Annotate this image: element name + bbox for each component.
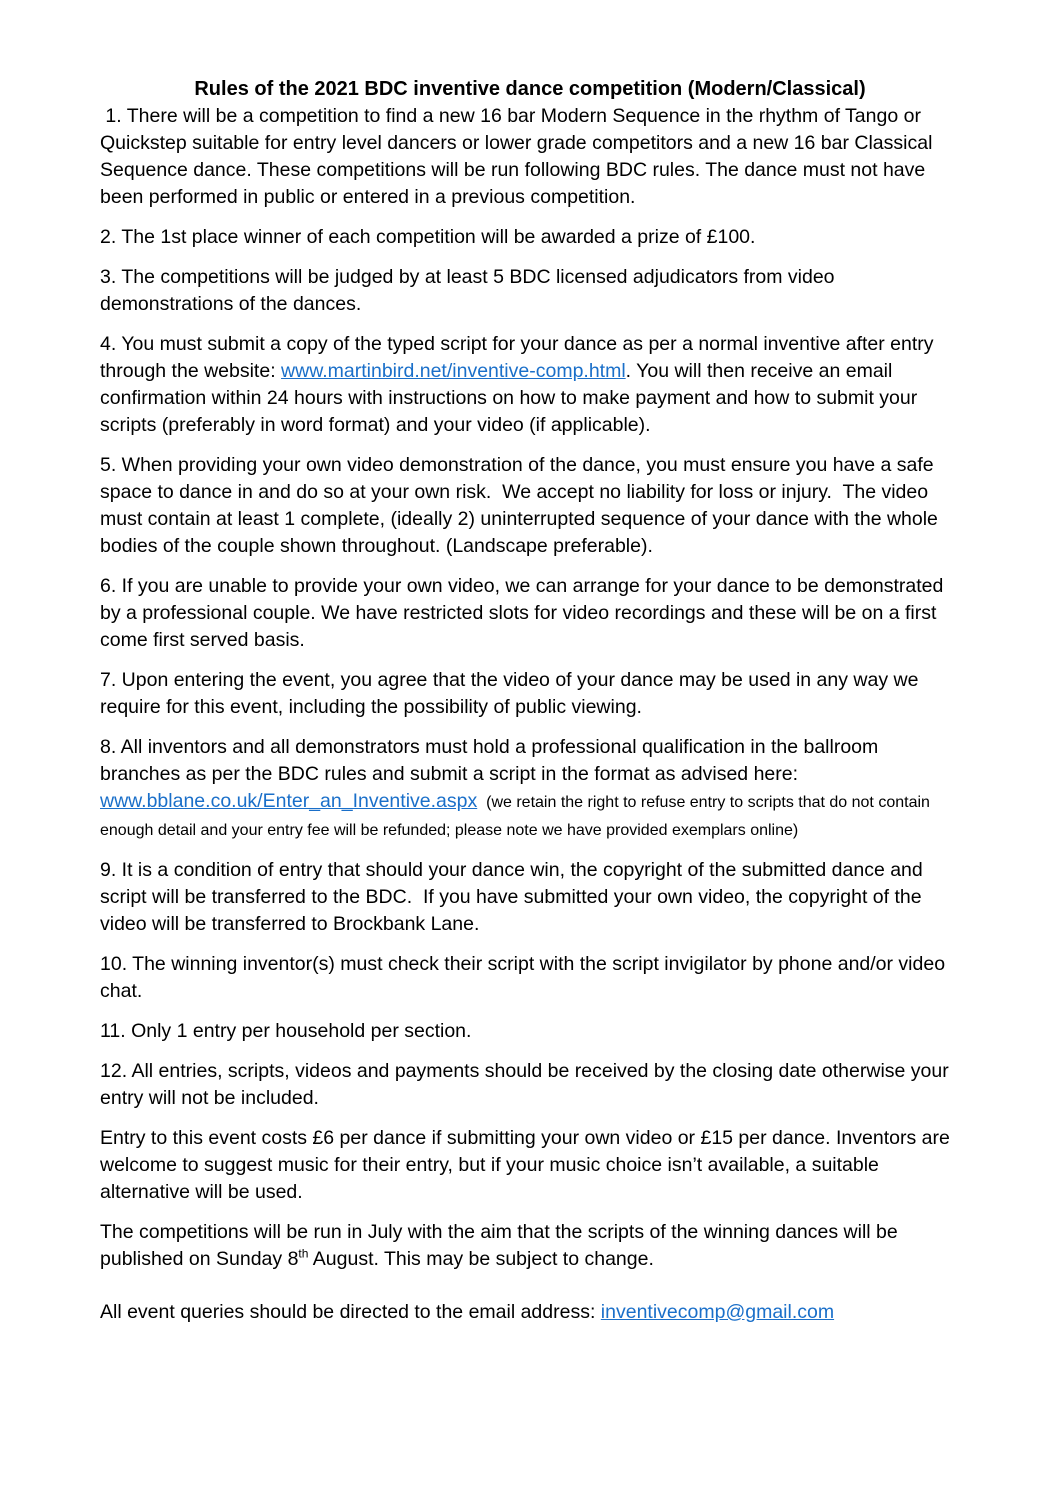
text-run: All event queries should be directed to the email address: — [100, 1301, 601, 1323]
document-body — [100, 103, 960, 1326]
text-run: 1. There will be a competition to find a new 16 bar Modern Sequence in the rhythm of Tango or Quickstep suitable for entry level dancers or lower grade competitors and a new 16 bar Classical Sequence dance. These competitions will be run following BDC rules. The dance must not have been performed in public or entered in a previous competition. — [100, 105, 938, 208]
text-run: Entry to this event costs £6 per dance if submitting your own video or £15 per dance. Inventors are welcome to suggest music for their entry, but if your music choice isn’t available, a suitable alternative will be used. — [100, 1127, 956, 1203]
rule-5 — [100, 452, 960, 560]
text-run: 9. It is a condition of entry that should your dance win, the copyright of the submitted dance and script will be transferred to the BDC. If you have submitted your own video, the copyright of the video will be transferred to Brockbank Lane. — [100, 859, 929, 935]
text-run: 10. The winning inventor(s) must check their script with the script invigilator by phone and/or video chat. — [100, 953, 951, 1002]
rule-9 — [100, 857, 960, 938]
rule-1 — [100, 103, 960, 211]
superscript-text: th — [298, 1246, 309, 1261]
text-run: 5. When providing your own video demonstration of the dance, you must ensure you have a safe space to dance in and do so at your own risk. We accept no liability for loss or injury. The video must contain at least 1 complete, (ideally 2) uninterrupted sequence of your dance with the whole bodies of the couple shown throughout. (Landscape preferable). — [100, 454, 944, 557]
bblane-enter-inventive-link[interactable]: www.bblane.co.uk/Enter_an_Inventive.aspx — [100, 790, 478, 812]
text-run: 3. The competitions will be judged by at least 5 BDC licensed adjudicators from video demonstrations of the dances. — [100, 266, 840, 315]
rule-11 — [100, 1018, 960, 1045]
text-run: August. This may be subject to change. — [308, 1248, 654, 1270]
rule-2 — [100, 224, 960, 251]
text-run: 2. The 1st place winner of each competition will be awarded a prize of £100. — [100, 226, 756, 248]
rule-6 — [100, 573, 960, 654]
document-title: Rules of the 2021 BDC inventive dance competition (Modern/Classical) — [194, 78, 866, 100]
rule-12 — [100, 1058, 960, 1112]
schedule-paragraph — [100, 1219, 960, 1273]
queries-email-link[interactable]: inventivecomp@gmail.com — [600, 1301, 835, 1323]
text-run: The competitions will be run in July with the aim that the scripts of the winning dances will be published on Sunday 8 — [100, 1221, 904, 1270]
martinbird-website-link[interactable]: www.martinbird.net/inventive-comp.html — [281, 360, 626, 382]
rule-4 — [100, 331, 960, 439]
rule-8 — [100, 734, 960, 844]
text-run: 12. All entries, scripts, videos and payments should be received by the closing date otherwise your entry will not be included. — [100, 1060, 955, 1109]
queries-paragraph — [100, 1299, 960, 1326]
text-run: (we retain the right to refuse entry to scripts that do not contain enough detail and your entry fee will be refunded; please note we have provided exemplars online) — [100, 794, 935, 839]
text-run: . You will then receive an email confirmation within 24 hours with instructions on how to make payment and how to submit your scripts (preferably in word format) and your video (if applicable). — [100, 360, 923, 436]
entry-fee-paragraph — [100, 1125, 960, 1206]
rule-3 — [100, 264, 960, 318]
text-run: 4. You must submit a copy of the typed script for your dance as per a normal inventive after entry through the website: — [100, 333, 939, 382]
text-run: 8. All inventors and all demonstrators must hold a professional qualification in the ballroom branches as per the BDC rules and submit a script in the format as advised here: — [100, 736, 884, 785]
text-run: 7. Upon entering the event, you agree that the video of your dance may be used in any way we require for this event, including the possibility of public viewing. — [100, 669, 924, 718]
text-run: 6. If you are unable to provide your own video, we can arrange for your dance to be demonstrated by a professional couple. We have restricted slots for video recordings and these will be on a first come first served basis. — [100, 575, 949, 651]
rule-7 — [100, 667, 960, 721]
text-run: 11. Only 1 entry per household per section. — [100, 1020, 472, 1042]
rule-10 — [100, 951, 960, 1005]
